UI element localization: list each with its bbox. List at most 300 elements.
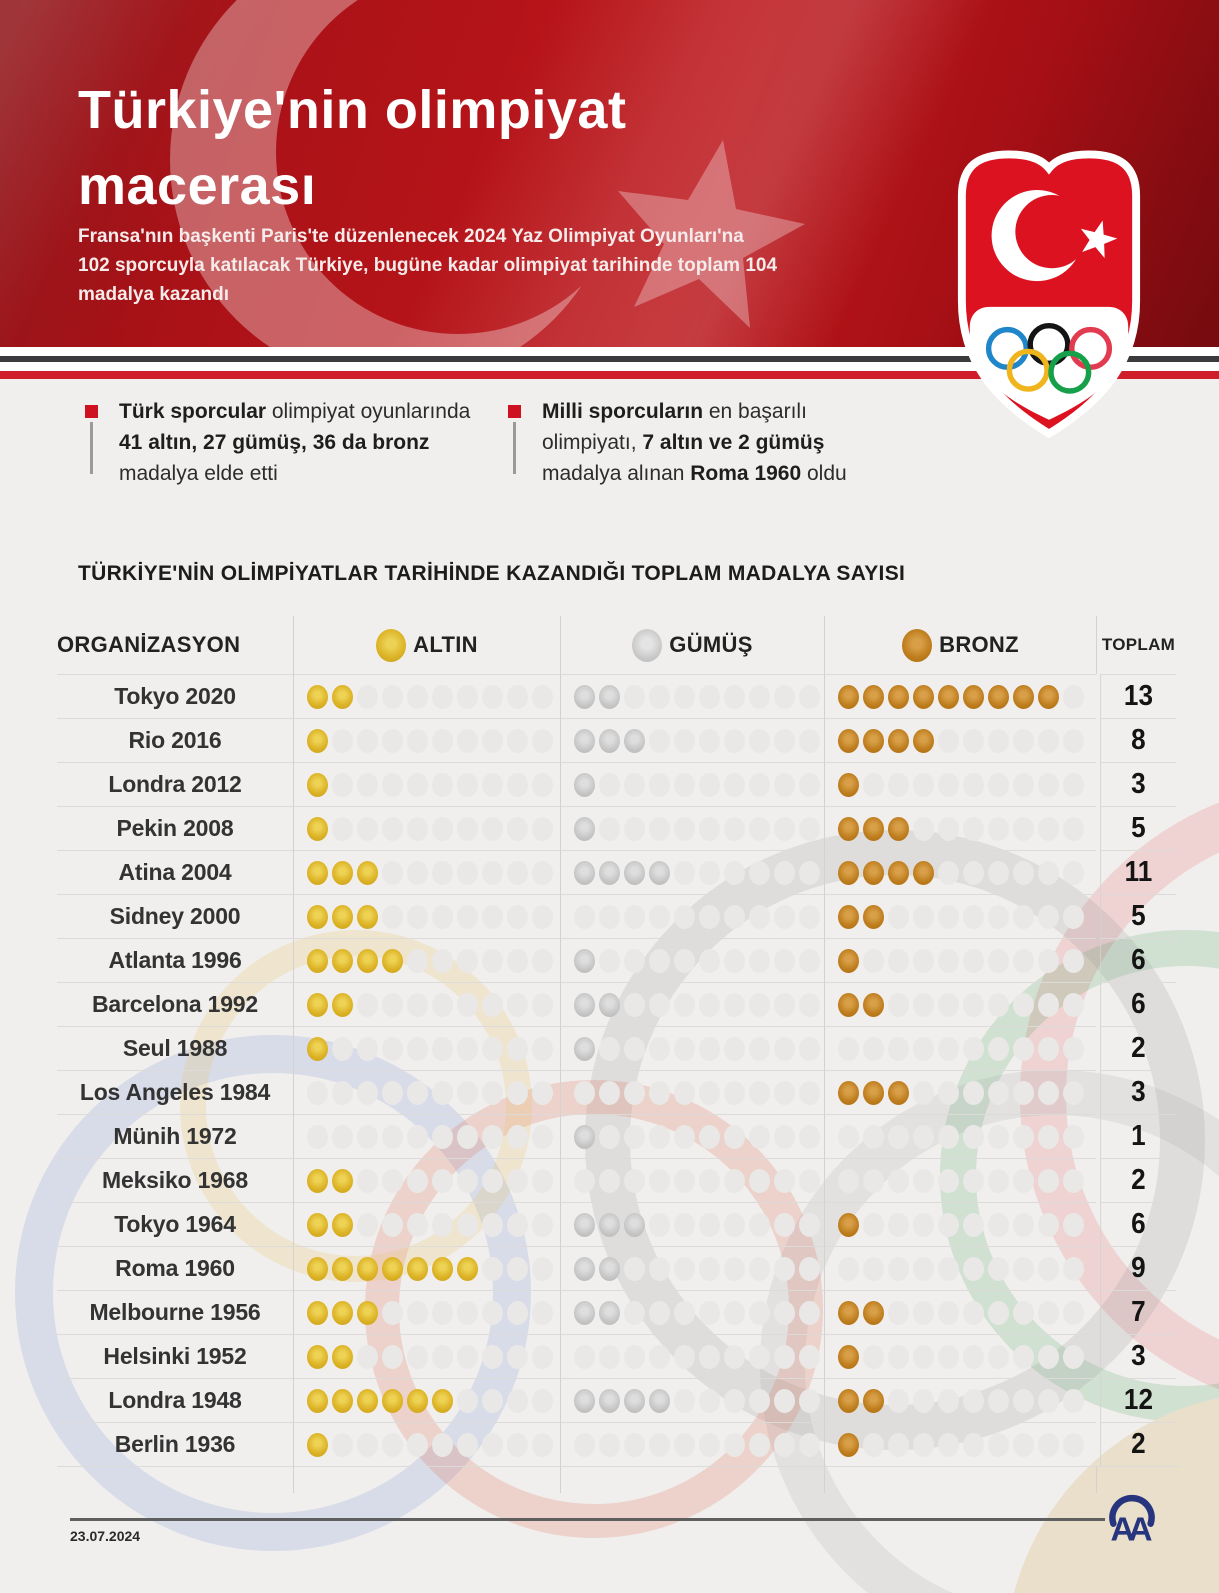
bronze-medal-dot [913, 861, 934, 885]
bronze-medal-dot [838, 1433, 859, 1457]
empty-medal-slot [407, 773, 428, 797]
empty-medal-slot [1038, 1125, 1059, 1149]
empty-medal-slot [457, 1037, 478, 1061]
empty-medal-slot [649, 817, 670, 841]
empty-medal-slot [624, 1301, 645, 1325]
svg-text:A: A [1110, 1511, 1135, 1548]
empty-medal-slot [482, 1257, 503, 1281]
empty-medal-slot [407, 905, 428, 929]
empty-medal-slot [913, 905, 934, 929]
empty-medal-slot [357, 817, 378, 841]
empty-medal-slot [332, 1433, 353, 1457]
bronze-medal-dot [863, 1389, 884, 1413]
gold-medal-dot [382, 1389, 403, 1413]
empty-medal-slot [913, 1169, 934, 1193]
bullet-text-segment: en başarılı olimpiyatı, [542, 400, 807, 454]
row-organization-label: Los Angeles 1984 [57, 1070, 293, 1114]
empty-medal-slot [749, 729, 770, 753]
empty-medal-slot [357, 1345, 378, 1369]
empty-medal-slot [838, 1257, 859, 1281]
empty-medal-slot [838, 1125, 859, 1149]
empty-medal-slot [724, 1301, 745, 1325]
bronze-medal-dot [888, 1081, 909, 1105]
medal-dots-gold [293, 938, 560, 982]
row-organization-label: Tokyo 1964 [57, 1202, 293, 1246]
empty-medal-slot [532, 1433, 553, 1457]
empty-medal-slot [863, 949, 884, 973]
empty-medal-slot [749, 1389, 770, 1413]
bronze-medal-dot [938, 685, 959, 709]
empty-medal-slot [649, 905, 670, 929]
empty-medal-slot [799, 1081, 820, 1105]
empty-medal-slot [482, 773, 503, 797]
empty-medal-slot [963, 729, 984, 753]
empty-medal-slot [507, 1389, 528, 1413]
empty-medal-slot [963, 1301, 984, 1325]
empty-medal-slot [332, 817, 353, 841]
row-organization-label: Tokyo 2020 [57, 674, 293, 718]
gold-medal-dot [307, 729, 328, 753]
empty-medal-slot [1013, 1433, 1034, 1457]
empty-medal-slot [357, 729, 378, 753]
medal-dots-silver [560, 982, 824, 1026]
column-header-silver [560, 616, 824, 674]
empty-medal-slot [1038, 993, 1059, 1017]
empty-medal-slot [699, 1301, 720, 1325]
medal-dots-gold [293, 1202, 560, 1246]
empty-medal-slot [507, 949, 528, 973]
empty-medal-slot [774, 1257, 795, 1281]
column-header-gold-label: ALTIN [413, 632, 478, 657]
empty-medal-slot [799, 1389, 820, 1413]
empty-medal-slot [888, 1389, 909, 1413]
empty-medal-slot [938, 817, 959, 841]
medal-dots-silver [560, 1070, 824, 1114]
empty-medal-slot [913, 1257, 934, 1281]
row-organization-label: Roma 1960 [57, 1246, 293, 1290]
empty-medal-slot [532, 993, 553, 1017]
gold-medal-dot [332, 1301, 353, 1325]
empty-medal-slot [1013, 773, 1034, 797]
empty-medal-slot [1013, 949, 1034, 973]
empty-medal-slot [938, 1389, 959, 1413]
row-total-value: 2 [1100, 1026, 1176, 1070]
empty-medal-slot [482, 1081, 503, 1105]
medal-dots-bronze [824, 938, 1096, 982]
medal-dots-bronze [824, 1422, 1096, 1466]
empty-medal-slot [1063, 1389, 1084, 1413]
gold-medal-dot [357, 905, 378, 929]
empty-medal-slot [799, 773, 820, 797]
empty-medal-slot [724, 1433, 745, 1457]
empty-medal-slot [624, 1257, 645, 1281]
empty-medal-slot [724, 905, 745, 929]
empty-medal-slot [888, 1037, 909, 1061]
empty-medal-slot [432, 1213, 453, 1237]
empty-medal-slot [888, 1257, 909, 1281]
empty-medal-slot [863, 1345, 884, 1369]
gold-medal-dot [307, 1389, 328, 1413]
bronze-medal-dot [1013, 685, 1034, 709]
empty-medal-slot [938, 905, 959, 929]
empty-medal-slot [1013, 1081, 1034, 1105]
medal-dots-silver [560, 938, 824, 982]
empty-medal-slot [532, 1169, 553, 1193]
empty-medal-slot [749, 773, 770, 797]
row-organization-label: Sidney 2000 [57, 894, 293, 938]
medal-dots-silver [560, 1114, 824, 1158]
empty-medal-slot [532, 685, 553, 709]
empty-medal-slot [1013, 1037, 1034, 1061]
empty-medal-slot [624, 685, 645, 709]
empty-medal-slot [507, 1081, 528, 1105]
empty-medal-slot [749, 993, 770, 1017]
empty-medal-slot [674, 1389, 695, 1413]
bronze-medal-dot [838, 949, 859, 973]
empty-medal-slot [799, 1345, 820, 1369]
empty-medal-slot [624, 1169, 645, 1193]
empty-medal-slot [988, 1213, 1009, 1237]
empty-medal-slot [532, 949, 553, 973]
empty-medal-slot [407, 1301, 428, 1325]
empty-medal-slot [1038, 1037, 1059, 1061]
empty-medal-slot [1063, 1433, 1084, 1457]
empty-medal-slot [407, 1169, 428, 1193]
medal-dots-silver [560, 894, 824, 938]
empty-medal-slot [1063, 1169, 1084, 1193]
empty-medal-slot [457, 1433, 478, 1457]
silver-medal-dot [599, 993, 620, 1017]
empty-medal-slot [1038, 949, 1059, 973]
empty-medal-slot [532, 1257, 553, 1281]
empty-medal-slot [482, 1389, 503, 1413]
empty-medal-slot [482, 1433, 503, 1457]
empty-medal-slot [1063, 1125, 1084, 1149]
medal-dots-gold [293, 982, 560, 1026]
bronze-medal-dot [838, 1389, 859, 1413]
empty-medal-slot [624, 1433, 645, 1457]
empty-medal-slot [724, 993, 745, 1017]
empty-medal-slot [938, 1169, 959, 1193]
silver-medal-dot [624, 1389, 645, 1413]
empty-medal-slot [482, 1125, 503, 1149]
empty-medal-slot [649, 1169, 670, 1193]
empty-medal-slot [649, 1345, 670, 1369]
empty-medal-slot [357, 1169, 378, 1193]
medal-dots-bronze [824, 1070, 1096, 1114]
gold-medal-dot [307, 949, 328, 973]
silver-medal-dot [574, 773, 595, 797]
medal-dots-bronze [824, 1114, 1096, 1158]
empty-medal-slot [507, 685, 528, 709]
empty-medal-slot [799, 817, 820, 841]
empty-medal-slot [624, 1081, 645, 1105]
gold-medal-dot [382, 1257, 403, 1281]
empty-medal-slot [774, 1081, 795, 1105]
empty-medal-slot [532, 905, 553, 929]
empty-medal-slot [749, 949, 770, 973]
empty-medal-slot [724, 1125, 745, 1149]
silver-medal-dot [574, 1125, 595, 1149]
row-total-value: 3 [1100, 762, 1176, 806]
empty-medal-slot [913, 1345, 934, 1369]
bronze-medal-dot [863, 861, 884, 885]
gold-medal-dot [407, 1389, 428, 1413]
medal-dots-gold [293, 1114, 560, 1158]
empty-medal-slot [963, 1169, 984, 1193]
empty-medal-slot [649, 1081, 670, 1105]
empty-medal-slot [1063, 861, 1084, 885]
empty-medal-slot [432, 817, 453, 841]
gold-medal-dot [357, 861, 378, 885]
empty-medal-slot [482, 817, 503, 841]
empty-medal-slot [888, 1213, 909, 1237]
empty-medal-slot [749, 685, 770, 709]
empty-medal-slot [482, 905, 503, 929]
empty-medal-slot [507, 817, 528, 841]
silver-medal-dot [649, 861, 670, 885]
empty-medal-slot [532, 1389, 553, 1413]
bronze-medal-dot [838, 1081, 859, 1105]
row-total-value: 6 [1100, 982, 1176, 1026]
empty-medal-slot [799, 1037, 820, 1061]
empty-medal-slot [674, 949, 695, 973]
empty-medal-slot [988, 1257, 1009, 1281]
empty-medal-slot [1063, 993, 1084, 1017]
gold-medal-dot [457, 1257, 478, 1281]
empty-medal-slot [963, 1037, 984, 1061]
table-spacer-cell [57, 1466, 293, 1493]
empty-medal-slot [432, 685, 453, 709]
empty-medal-slot [482, 949, 503, 973]
empty-medal-slot [699, 1433, 720, 1457]
empty-medal-slot [1063, 773, 1084, 797]
empty-medal-slot [624, 1125, 645, 1149]
empty-medal-slot [1038, 1169, 1059, 1193]
empty-medal-slot [799, 729, 820, 753]
gold-medal-dot [332, 905, 353, 929]
silver-medal-dot [574, 1257, 595, 1281]
row-organization-label: Pekin 2008 [57, 806, 293, 850]
empty-medal-slot [699, 1125, 720, 1149]
row-organization-label: Rio 2016 [57, 718, 293, 762]
empty-medal-slot [1063, 1081, 1084, 1105]
empty-medal-slot [457, 817, 478, 841]
empty-medal-slot [988, 729, 1009, 753]
gold-medal-dot [357, 1301, 378, 1325]
bullet-marker-icon [508, 405, 521, 489]
bullet-best-olympics [508, 396, 968, 489]
silver-medal-dot [599, 1389, 620, 1413]
table-spacer-cell [1096, 1466, 1180, 1493]
medal-dots-bronze [824, 850, 1096, 894]
medal-dots-gold [293, 1422, 560, 1466]
empty-medal-slot [599, 905, 620, 929]
bronze-medal-dot [963, 685, 984, 709]
empty-medal-slot [407, 817, 428, 841]
bronze-medal-dot [838, 817, 859, 841]
empty-medal-slot [507, 1433, 528, 1457]
empty-medal-slot [774, 861, 795, 885]
empty-medal-slot [1013, 1213, 1034, 1237]
empty-medal-slot [699, 685, 720, 709]
empty-medal-slot [1013, 861, 1034, 885]
gold-medal-dot [332, 1257, 353, 1281]
empty-medal-slot [963, 1257, 984, 1281]
empty-medal-slot [532, 817, 553, 841]
medal-dots-bronze [824, 806, 1096, 850]
empty-medal-slot [938, 1213, 959, 1237]
empty-medal-slot [674, 905, 695, 929]
empty-medal-slot [382, 1433, 403, 1457]
empty-medal-slot [457, 685, 478, 709]
empty-medal-slot [649, 1125, 670, 1149]
empty-medal-slot [624, 1345, 645, 1369]
gold-medal-dot [307, 1169, 328, 1193]
empty-medal-slot [457, 1301, 478, 1325]
empty-medal-slot [1013, 1257, 1034, 1281]
row-total-value: 8 [1100, 718, 1176, 762]
empty-medal-slot [888, 993, 909, 1017]
bronze-medal-dot [838, 993, 859, 1017]
anadolu-agency-logo [1104, 1490, 1160, 1548]
empty-medal-slot [913, 817, 934, 841]
medal-dots-gold [293, 894, 560, 938]
empty-medal-slot [863, 1169, 884, 1193]
empty-medal-slot [913, 949, 934, 973]
empty-medal-slot [1063, 905, 1084, 929]
empty-medal-slot [407, 1081, 428, 1105]
empty-medal-slot [888, 1345, 909, 1369]
empty-medal-slot [913, 1389, 934, 1413]
silver-medal-dot [624, 1213, 645, 1237]
empty-medal-slot [357, 1037, 378, 1061]
bullet-text-segment: olimpiyat oyunlarında [266, 400, 471, 423]
gold-medal-dot [307, 773, 328, 797]
bullet-text-segment: Roma 1960 [690, 462, 802, 485]
bullet-text-segment: 7 altın ve 2 gümüş [642, 431, 825, 454]
row-total-value: 5 [1100, 806, 1176, 850]
bronze-medal-dot [838, 773, 859, 797]
empty-medal-slot [674, 729, 695, 753]
footer-divider-line [70, 1518, 1105, 1521]
empty-medal-slot [774, 729, 795, 753]
empty-medal-slot [674, 817, 695, 841]
empty-medal-slot [699, 1169, 720, 1193]
bronze-medal-dot [888, 861, 909, 885]
empty-medal-slot [963, 993, 984, 1017]
empty-medal-slot [674, 1301, 695, 1325]
bronze-medal-dot [888, 729, 909, 753]
empty-medal-slot [624, 773, 645, 797]
empty-medal-slot [532, 1345, 553, 1369]
empty-medal-slot [838, 1037, 859, 1061]
empty-medal-slot [1013, 1389, 1034, 1413]
column-header-total: TOPLAM [1096, 616, 1180, 674]
medal-dots-gold [293, 1334, 560, 1378]
empty-medal-slot [599, 1037, 620, 1061]
medal-dots-bronze [824, 1026, 1096, 1070]
row-total-value: 2 [1100, 1158, 1176, 1202]
empty-medal-slot [457, 1345, 478, 1369]
empty-medal-slot [988, 949, 1009, 973]
empty-medal-slot [307, 1125, 328, 1149]
empty-medal-slot [749, 1345, 770, 1369]
empty-medal-slot [988, 993, 1009, 1017]
medal-dots-bronze [824, 1246, 1096, 1290]
empty-medal-slot [724, 861, 745, 885]
empty-medal-slot [532, 1213, 553, 1237]
empty-medal-slot [1038, 1433, 1059, 1457]
row-organization-label: Londra 1948 [57, 1378, 293, 1422]
empty-medal-slot [574, 1433, 595, 1457]
empty-medal-slot [799, 905, 820, 929]
silver-medal-dot [574, 1389, 595, 1413]
empty-medal-slot [774, 685, 795, 709]
empty-medal-slot [407, 729, 428, 753]
gold-medal-dot [407, 1257, 428, 1281]
gold-medal-dot [332, 861, 353, 885]
empty-medal-slot [674, 685, 695, 709]
empty-medal-slot [599, 773, 620, 797]
bronze-medal-dot [863, 817, 884, 841]
silver-medal-dot [574, 949, 595, 973]
bronze-medal-dot [863, 1081, 884, 1105]
medal-dots-gold [293, 762, 560, 806]
empty-medal-slot [357, 1081, 378, 1105]
empty-medal-slot [332, 729, 353, 753]
bronze-medal-dot [838, 729, 859, 753]
empty-medal-slot [938, 729, 959, 753]
empty-medal-slot [799, 1125, 820, 1149]
silver-medal-dot [574, 993, 595, 1017]
empty-medal-slot [407, 1433, 428, 1457]
bullet-text-segment: Türk sporcular [119, 400, 267, 423]
bullet-text [542, 396, 880, 489]
empty-medal-slot [457, 993, 478, 1017]
medal-dots-silver [560, 762, 824, 806]
empty-medal-slot [624, 905, 645, 929]
empty-medal-slot [938, 1037, 959, 1061]
empty-medal-slot [749, 1433, 770, 1457]
empty-medal-slot [888, 1125, 909, 1149]
silver-medal-dot [599, 1257, 620, 1281]
medal-dots-silver [560, 1334, 824, 1378]
gold-medal-dot [307, 1037, 328, 1061]
empty-medal-slot [774, 1125, 795, 1149]
empty-medal-slot [938, 773, 959, 797]
empty-medal-slot [649, 1301, 670, 1325]
empty-medal-slot [457, 773, 478, 797]
empty-medal-slot [963, 773, 984, 797]
medal-dots-silver [560, 718, 824, 762]
empty-medal-slot [507, 1301, 528, 1325]
row-organization-label: Meksiko 1968 [57, 1158, 293, 1202]
column-header-gold [293, 616, 560, 674]
silver-medal-dot [574, 685, 595, 709]
empty-medal-slot [724, 1345, 745, 1369]
empty-medal-slot [1063, 817, 1084, 841]
silver-medal-dot [574, 861, 595, 885]
row-total-value: 7 [1100, 1290, 1176, 1334]
row-organization-label: Seul 1988 [57, 1026, 293, 1070]
empty-medal-slot [988, 1389, 1009, 1413]
empty-medal-slot [699, 1345, 720, 1369]
page-title-line1: Türkiye'nin olimpiyat [78, 80, 627, 140]
empty-medal-slot [799, 1301, 820, 1325]
medal-dots-silver [560, 1290, 824, 1334]
empty-medal-slot [457, 1389, 478, 1413]
